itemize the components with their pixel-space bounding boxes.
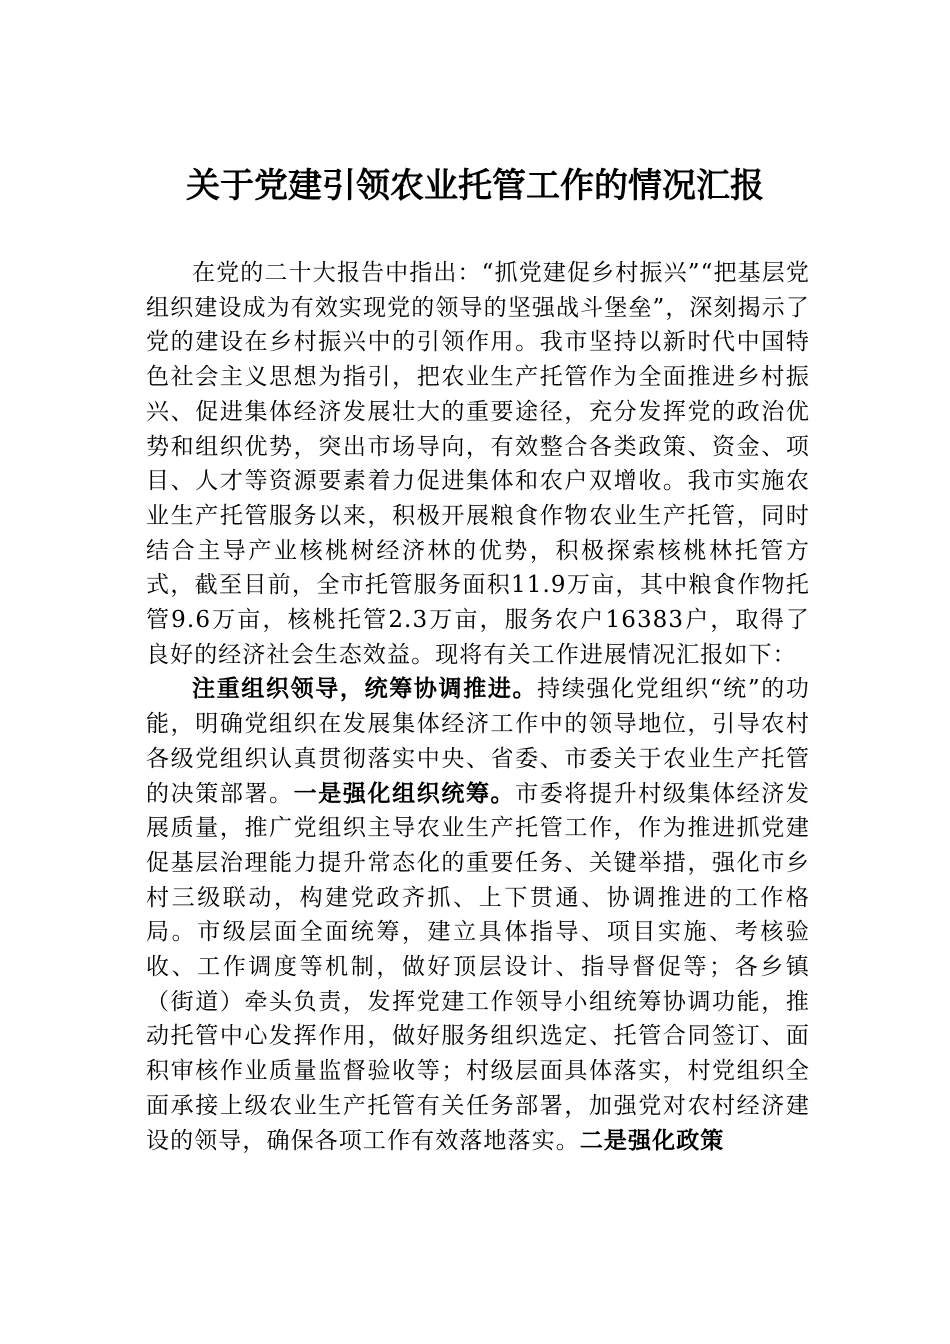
paragraph-text: 持续强化党组织“统”的功能，明确党组织在发展集体经济工作中的领导地位，引导农村各级党组织认真贯彻落实中央、省委、市委关于农业生产托管的决策部署。 (146, 676, 810, 807)
document-title: 关于党建引领农业托管工作的情况汇报 (186, 166, 764, 206)
paragraph-text: 市委将提升村级集体经济发展质量，推广党组织主导农业生产托管工作，作为推进抓党建促基层治理能力提升常态化的重要任务、关键举措，强化市乡村三级联动，构建党政齐抓、上下贯通、协调推进的工作格局。市级层面全面统筹，建立具体指导、项目实施、考核验收、工作调度等机制，做好顶层设计、指导督促等；各乡镇（街道）牵头负责，发挥党建工作领导小组统筹协调功能，推动托管中心发挥作用，做好服务组织选定、托管合同签订、面积审核作业质量监督验收等；村级层面具体落实，村党组织全面承接上级农业生产托管有关任务部署，加强党对农村经济建设的领导，确保各项工作有效落地落实。 (146, 780, 810, 1154)
document-body (146, 256, 810, 1158)
section-heading: 注重组织领导，统筹协调推进。 (192, 676, 538, 703)
subsection-heading: 二是强化政策 (579, 1127, 725, 1154)
paragraph-text: 在党的二十大报告中指出：“抓党建促乡村振兴”“把基层党组织建设成为有效实现党的领导的坚强战斗堡垒”，深刻揭示了党的建设在乡村振兴中的引领作用。我市坚持以新时代中国特色社会主义思想为指引，把农业生产托管作为全面推进乡村振兴、促进集体经济发展壮大的重要途径，充分发挥党的政治优势和组织优势，突出市场导向，有效整合各类政策、资金、项目、人才等资源要素着力促进集体和农户双增收。我市实施农业生产托管服务以来，积极开展粮食作物农业生产托管，同时结合主导产业核桃树经济林的优势，积极探索核桃林托管方式，截至目前，全市托管服务面积11.9万亩，其中粮食作物托管9.6万亩，核桃托管2.3万亩，服务农户16383户，取得了良好的经济社会生态效益。现将有关工作进展情况汇报如下： (146, 260, 810, 668)
paragraph-intro (146, 256, 810, 672)
subsection-heading: 一是强化组织统筹。 (293, 780, 516, 807)
paragraph-organization (146, 672, 810, 1158)
